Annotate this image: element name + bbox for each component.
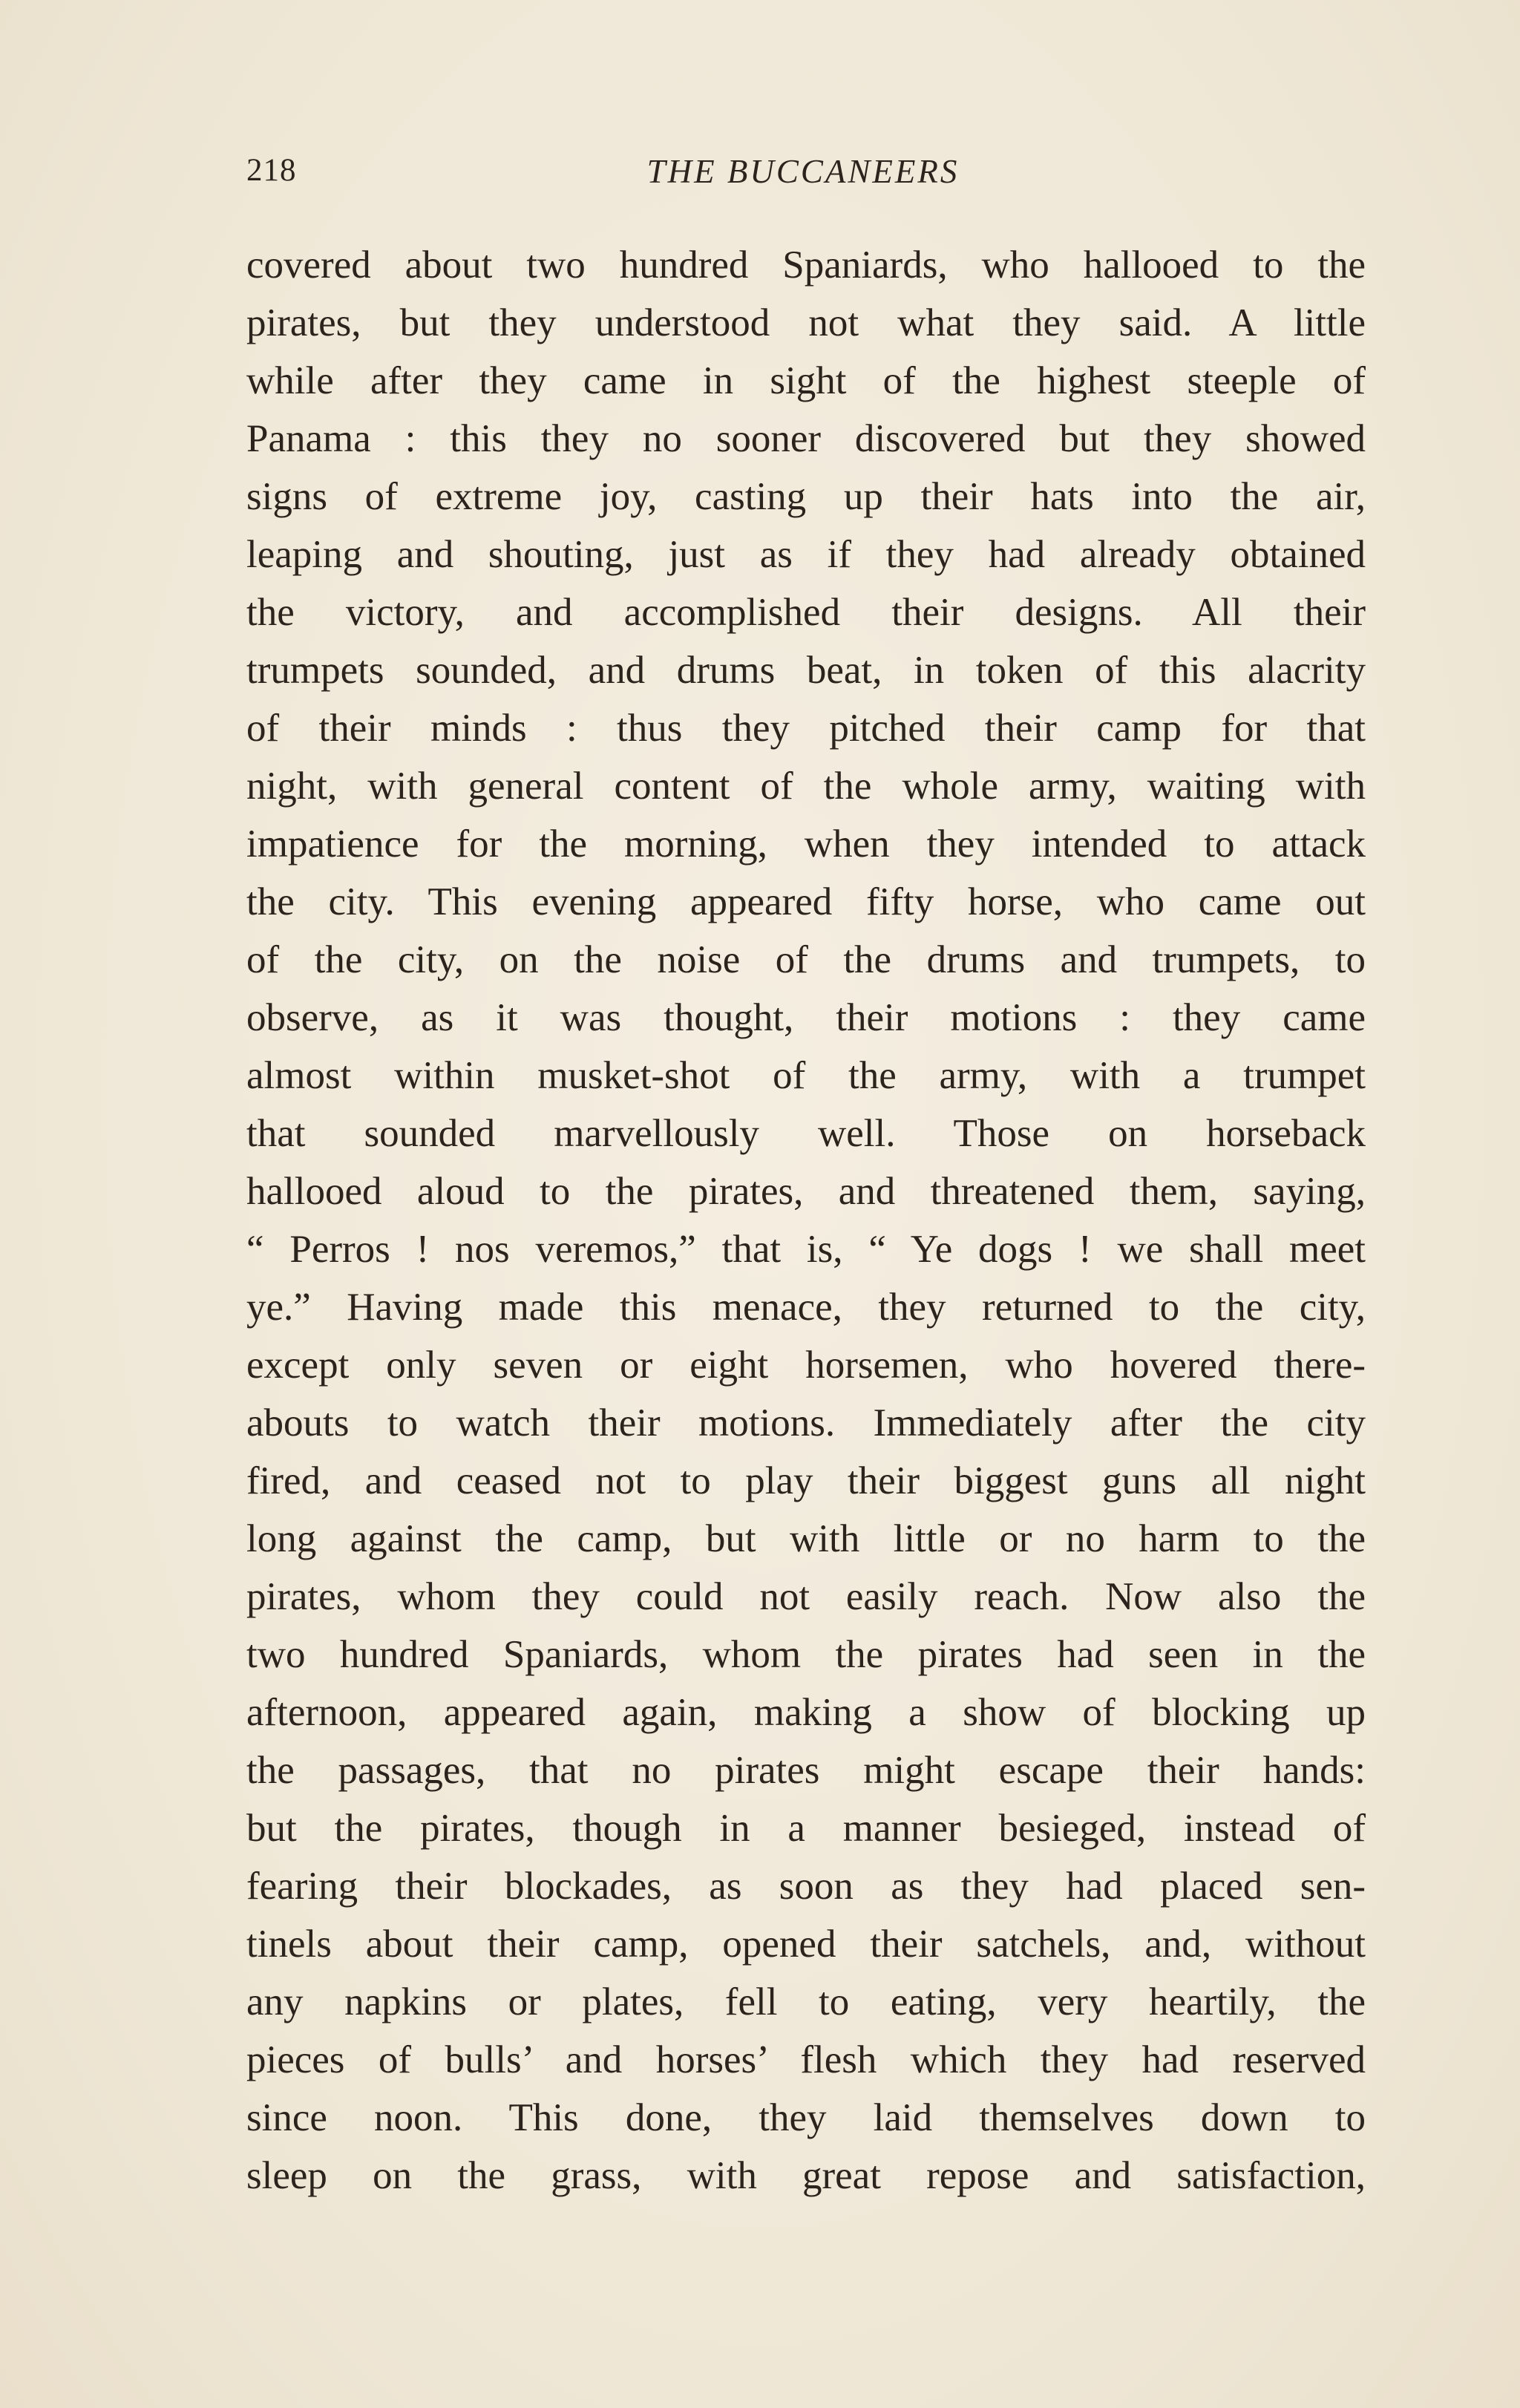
- text-line: ye.” Having made this menace, they returned to the city,: [246, 1286, 1366, 1329]
- text-line: leaping and shouting, just as if they had already obtained: [246, 533, 1366, 576]
- text-line: that sounded marvellously well. Those on horseback: [246, 1112, 1366, 1155]
- text-line: fearing their blockades, as soon as they had placed sen-: [246, 1865, 1366, 1908]
- text-line: fired, and ceased not to play their biggest guns all night: [246, 1459, 1366, 1502]
- text-line: “ Perros ! nos veremos,” that is, “ Ye dogs ! we shall meet: [246, 1228, 1366, 1271]
- text-line: since noon. This done, they laid themselves down to: [246, 2096, 1366, 2139]
- text-line: trumpets sounded, and drums beat, in token of this alacrity: [246, 649, 1366, 692]
- text-line: long against the camp, but with little or no harm to the: [246, 1517, 1366, 1560]
- text-line: night, with general content of the whole army, waiting with: [246, 765, 1366, 808]
- body-text: [246, 236, 1366, 2205]
- text-line: the city. This evening appeared fifty horse, who came out: [246, 880, 1366, 923]
- text-line: hallooed aloud to the pirates, and threatened them, saying,: [246, 1170, 1366, 1213]
- text-line: tinels about their camp, opened their satchels, and, without: [246, 1923, 1366, 1966]
- text-line: covered about two hundred Spaniards, who hallooed to the: [246, 243, 1366, 287]
- text-line: sleep on the grass, with great repose and satisfaction,: [246, 2154, 1366, 2197]
- text-line: observe, as it was thought, their motions : they came: [246, 996, 1366, 1039]
- text-line: but the pirates, though in a manner besieged, instead of: [246, 1807, 1366, 1850]
- text-line: of the city, on the noise of the drums and trumpets, to: [246, 938, 1366, 981]
- text-line: almost within musket-shot of the army, with a trumpet: [246, 1054, 1366, 1097]
- text-line: pieces of bulls’ and horses’ flesh which they had reserved: [246, 2038, 1366, 2081]
- text-line: signs of extreme joy, casting up their hats into the air,: [246, 475, 1366, 518]
- text-line: pirates, but they understood not what they said. A little: [246, 301, 1366, 344]
- text-line: afternoon, appeared again, making a show of blocking up: [246, 1691, 1366, 1734]
- text-line: abouts to watch their motions. Immediately after the city: [246, 1401, 1366, 1445]
- page-number: 218: [246, 153, 297, 188]
- text-line: the passages, that no pirates might escape their hands:: [246, 1749, 1366, 1792]
- text-line: while after they came in sight of the highest steeple of: [246, 359, 1366, 402]
- text-line: Panama : this they no sooner discovered but they showed: [246, 417, 1366, 460]
- text-line: of their minds : thus they pitched their camp for that: [246, 707, 1366, 750]
- running-head: [246, 152, 1360, 197]
- running-title: THE BUCCANEERS: [646, 153, 960, 190]
- text-line: impatience for the morning, when they intended to attack: [246, 822, 1366, 866]
- text-line: pirates, whom they could not easily reach. Now also the: [246, 1575, 1366, 1618]
- text-line: except only seven or eight horsemen, who hovered there-: [246, 1344, 1366, 1387]
- text-line: the victory, and accomplished their designs. All their: [246, 591, 1366, 634]
- text-line: any napkins or plates, fell to eating, very heartily, the: [246, 1980, 1366, 2023]
- text-line: two hundred Spaniards, whom the pirates had seen in the: [246, 1633, 1366, 1676]
